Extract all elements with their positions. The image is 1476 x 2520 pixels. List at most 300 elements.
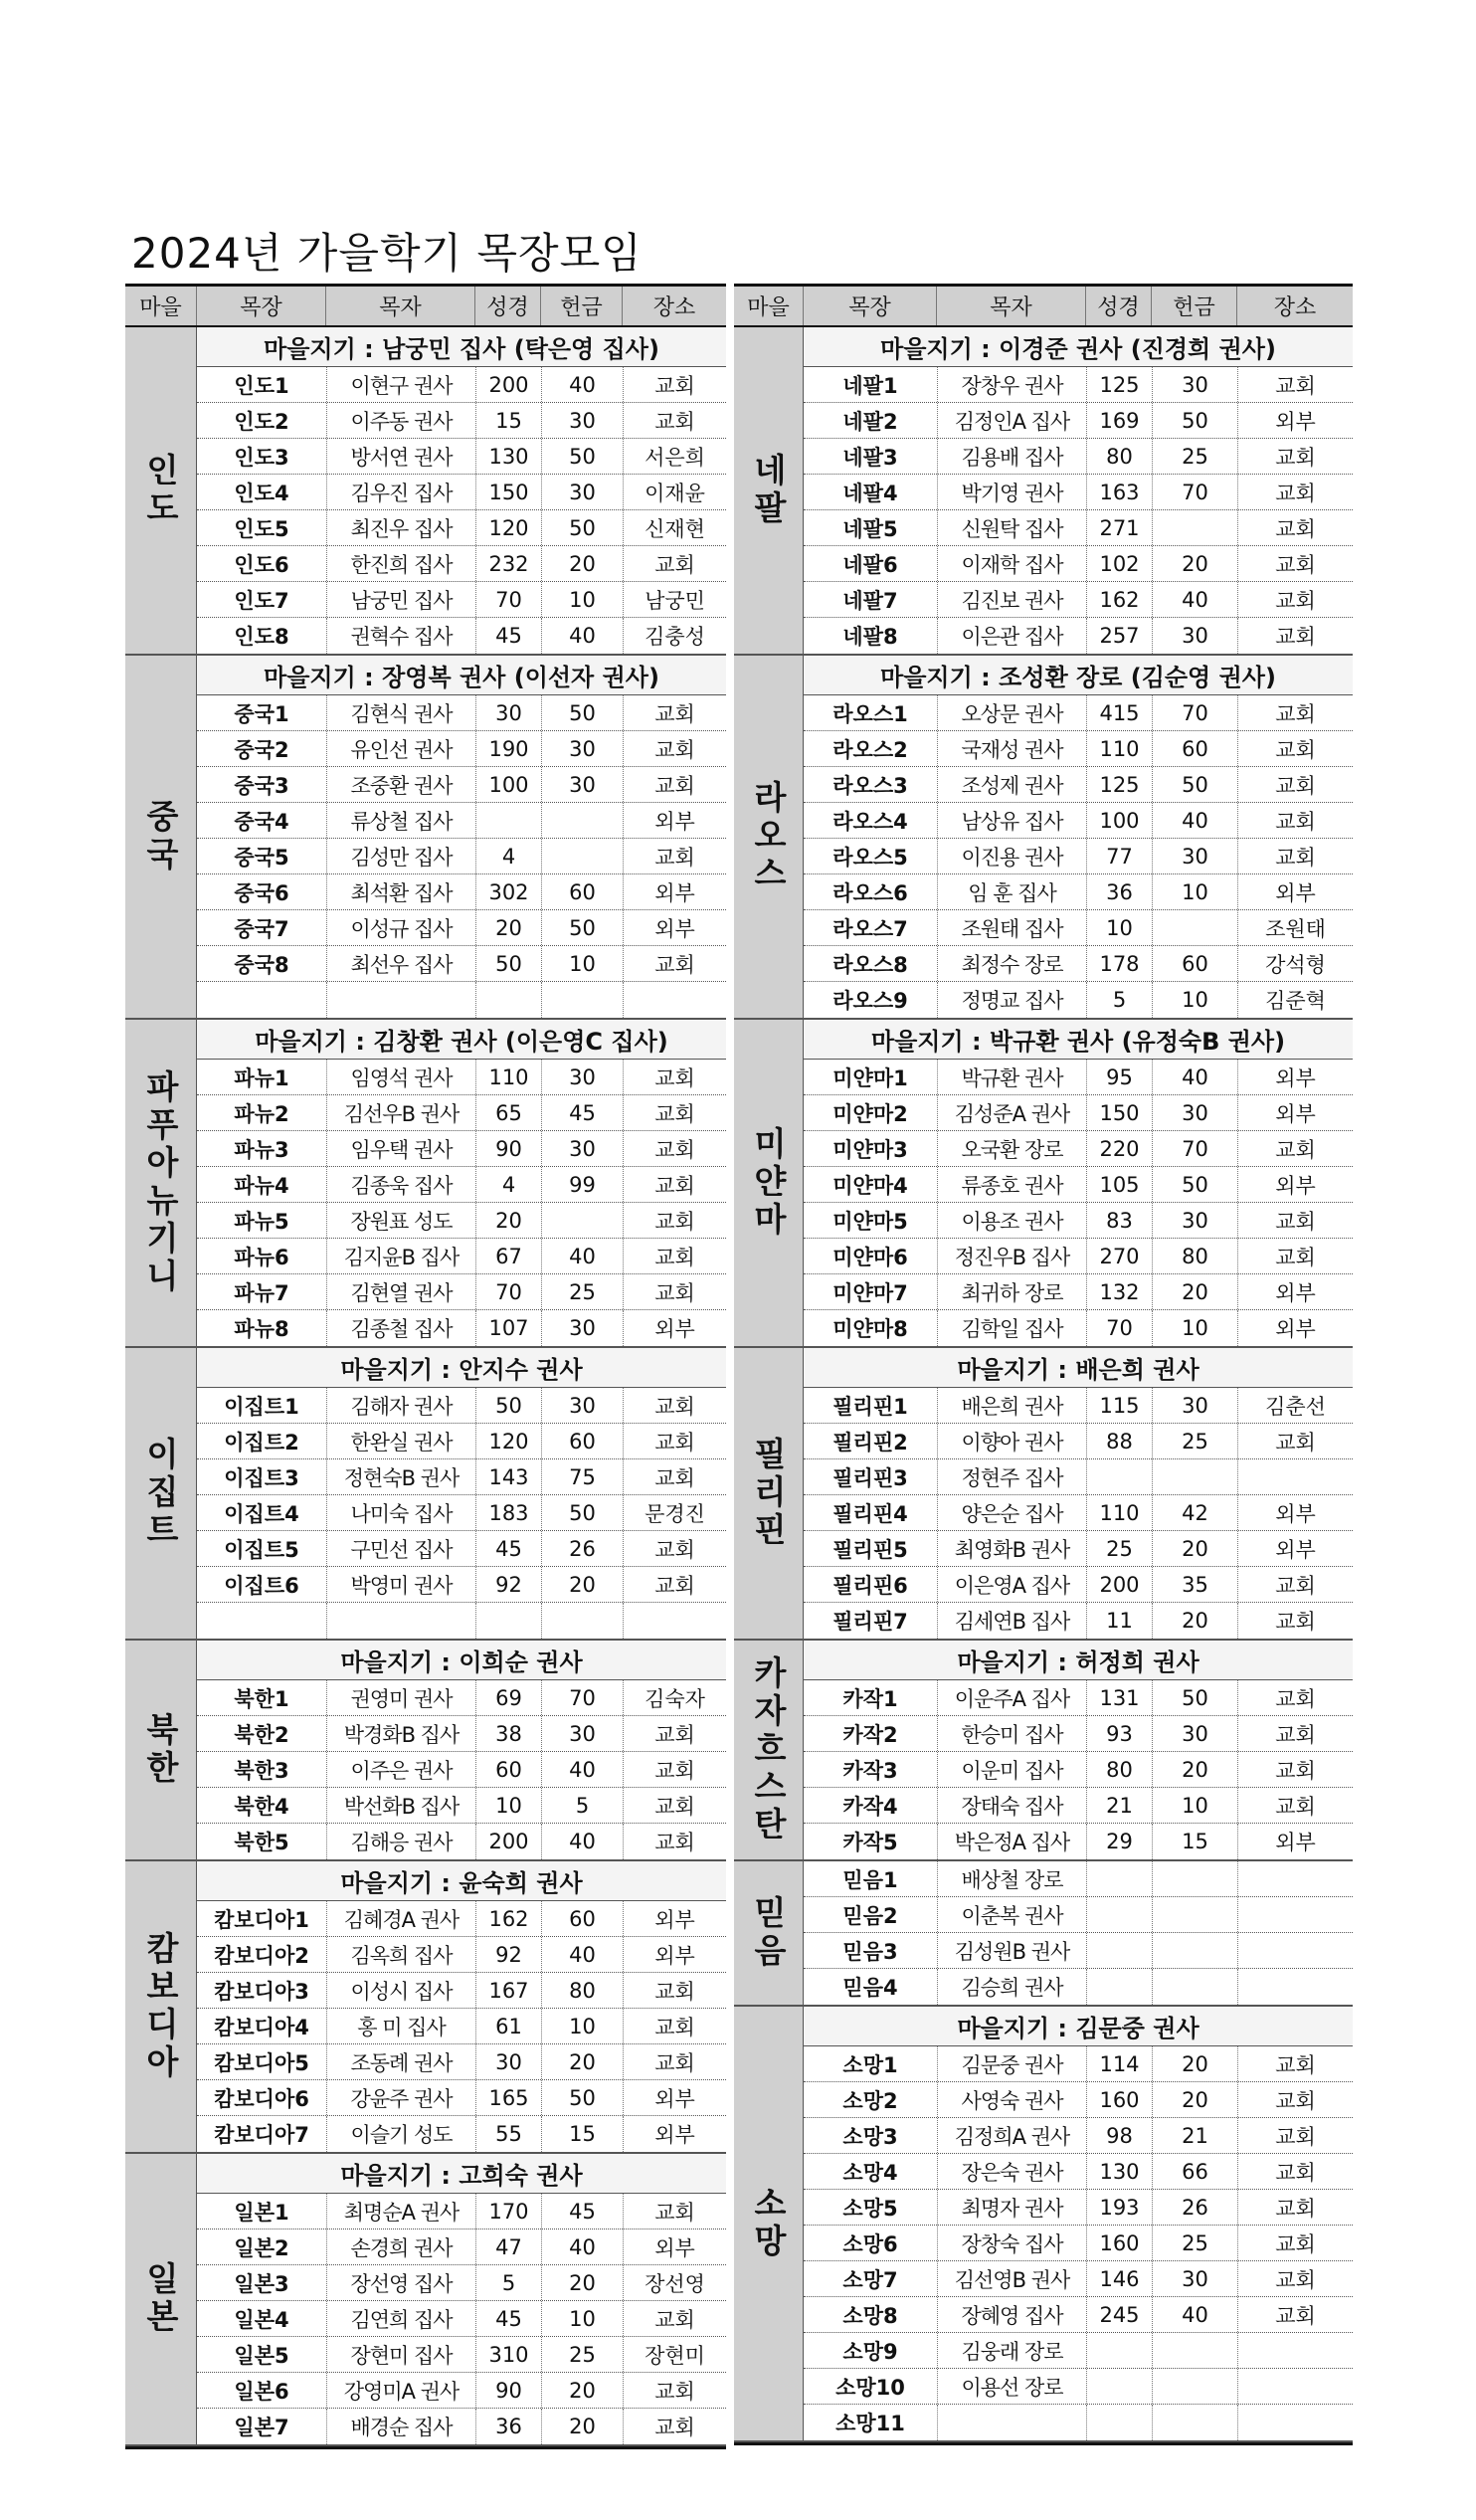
offering-cell (1152, 2369, 1237, 2404)
mokja-cell: 정현숙B 권사 (326, 1459, 475, 1494)
mokjang-cell: 믿음1 (842, 1867, 898, 1892)
table-row (197, 874, 726, 910)
offering-cell: 20 (1152, 546, 1237, 581)
table-row (197, 1973, 726, 2009)
mokjang-cell: 파뉴7 (234, 1280, 289, 1305)
mokja-cell (326, 1603, 475, 1639)
bible-count-cell: 25 (1086, 1531, 1152, 1566)
mokja-cell: 김정인A 집사 (937, 403, 1086, 438)
place-cell: 교회 (1237, 367, 1353, 402)
table-row (197, 1310, 726, 1346)
mokja-cell: 배은희 권사 (937, 1388, 1086, 1423)
mokja-cell: 김종욱 집사 (326, 1167, 475, 1202)
table-row (197, 982, 726, 1018)
mokja-cell: 이주동 권사 (326, 403, 475, 438)
offering-cell: 10 (1152, 1310, 1237, 1346)
table-row (197, 910, 726, 946)
bible-count-cell (1086, 1459, 1152, 1494)
mokjang-cell: 네팔8 (842, 625, 898, 649)
mokjang-cell: 인도7 (234, 588, 289, 613)
place-cell: 서은희 (623, 439, 726, 474)
place-cell: 외부 (1237, 1495, 1353, 1530)
mokja-cell: 홍 미 집사 (326, 2009, 475, 2043)
village-block (734, 1348, 1353, 1641)
village-label-cell (734, 2007, 804, 2440)
bible-count-cell: 10 (475, 1788, 541, 1823)
mokja-cell: 최영화B 권사 (937, 1531, 1086, 1566)
bible-count-cell: 169 (1086, 403, 1152, 438)
mokjang-cell: 소망6 (842, 2231, 898, 2256)
village-label-cell (734, 1348, 804, 1639)
table-row (804, 910, 1353, 946)
table-row (197, 1680, 726, 1716)
place-cell: 김춘선 (1237, 1388, 1353, 1423)
mokjang-cell: 파뉴3 (234, 1137, 289, 1162)
village-rows (197, 2154, 726, 2444)
bible-count-cell: 45 (475, 618, 541, 654)
village-rows (804, 2007, 1353, 2440)
mokjang-cell: 중국1 (234, 701, 289, 726)
mokja-cell: 박영미 권사 (326, 1567, 475, 1602)
right-table (734, 284, 1353, 2445)
offering-cell: 30 (541, 1131, 623, 1166)
village-name: 인도 (141, 453, 180, 528)
mokjang-cell: 이집트6 (224, 1573, 299, 1598)
offering-cell: 20 (541, 2409, 623, 2444)
offering-cell: 20 (541, 2044, 623, 2079)
offering-cell: 10 (1152, 1788, 1237, 1823)
mokja-cell: 김세연B 집사 (937, 1603, 1086, 1639)
mokjang-cell: 라오스5 (832, 845, 908, 870)
offering-cell: 30 (1152, 1716, 1237, 1751)
place-cell: 외부 (1237, 403, 1353, 438)
place-cell: 외부 (623, 910, 726, 945)
mokja-cell: 류상철 집사 (326, 803, 475, 838)
place-cell (1237, 1933, 1353, 1968)
village-label-cell (125, 1020, 197, 1346)
mokja-cell: 장선영 집사 (326, 2265, 475, 2300)
mokja-cell: 김문중 권사 (937, 2046, 1086, 2081)
bible-count-cell: 120 (475, 1424, 541, 1458)
table-row (804, 510, 1353, 546)
village-name: 믿음 (749, 1895, 788, 1971)
bible-count-cell: 162 (475, 1901, 541, 1936)
offering-cell: 21 (1152, 2118, 1237, 2153)
table-row (804, 2082, 1353, 2118)
offering-cell: 60 (541, 874, 623, 909)
table-row (197, 2409, 726, 2444)
table-row (197, 1531, 726, 1567)
place-cell: 외부 (623, 1937, 726, 1972)
table-row (197, 1131, 726, 1167)
village-block (734, 1020, 1353, 1348)
bible-count-cell: 150 (1086, 1095, 1152, 1130)
bible-count-cell (1086, 1969, 1152, 2005)
mokja-cell: 최진우 집사 (326, 510, 475, 545)
village-block (125, 327, 726, 656)
offering-cell (1152, 1459, 1237, 1494)
mokjang-cell: 소망4 (842, 2160, 898, 2185)
mokjang-cell: 라오스9 (832, 989, 908, 1013)
mokja-cell: 조동례 권사 (326, 2044, 475, 2079)
mokjang-cell: 소망11 (835, 2412, 905, 2435)
table-row (197, 1388, 726, 1424)
bible-count-cell: 193 (1086, 2190, 1152, 2225)
mokjang-cell: 캄보디아3 (214, 1979, 309, 2004)
offering-cell: 50 (541, 695, 623, 730)
bible-count-cell: 178 (1086, 946, 1152, 981)
offering-cell: 20 (1152, 2046, 1237, 2081)
table-row (804, 1603, 1353, 1639)
offering-cell: 30 (541, 767, 623, 802)
table-row (197, 2044, 726, 2080)
mokjang-cell: 이집트1 (224, 1394, 299, 1419)
offering-cell (541, 1603, 623, 1639)
mokja-cell: 손경희 권사 (326, 2229, 475, 2264)
place-cell: 교회 (623, 2194, 726, 2229)
offering-cell: 20 (541, 2373, 623, 2408)
mokja-cell (937, 2405, 1086, 2440)
place-cell: 교회 (1237, 803, 1353, 838)
bible-count-cell: 36 (475, 2409, 541, 2444)
village-leader: 마을지기 : 윤숙희 권사 (197, 1861, 726, 1901)
place-cell: 교회 (623, 546, 726, 581)
bible-count-cell (1086, 2369, 1152, 2404)
village-name: 카자흐스탄 (749, 1655, 788, 1844)
offering-cell: 15 (541, 2116, 623, 2152)
place-cell: 교회 (623, 1531, 726, 1566)
mokja-cell: 남궁민 집사 (326, 582, 475, 617)
place-cell: 교회 (1237, 2261, 1353, 2296)
mokja-cell: 조성제 권사 (937, 767, 1086, 802)
place-cell: 교회 (623, 1388, 726, 1423)
mokja-cell: 김우진 집사 (326, 475, 475, 509)
bible-count-cell: 20 (475, 910, 541, 945)
mokja-cell: 김학일 집사 (937, 1310, 1086, 1346)
offering-cell: 50 (541, 2080, 623, 2115)
offering-cell (541, 839, 623, 873)
mokja-cell: 박은정A 집사 (937, 1824, 1086, 1859)
table-row (197, 582, 726, 618)
mokja-cell: 이은영A 집사 (937, 1567, 1086, 1602)
village-rows (804, 327, 1353, 654)
table-row (197, 1060, 726, 1095)
place-cell: 교회 (1237, 475, 1353, 509)
table-row (804, 1203, 1353, 1239)
mokja-cell: 류종호 권사 (937, 1167, 1086, 1202)
mokjang-cell: 필리핀5 (832, 1537, 908, 1562)
offering-cell: 10 (541, 582, 623, 617)
place-cell: 교회 (1237, 2154, 1353, 2189)
offering-cell: 20 (1152, 1752, 1237, 1787)
table-row (804, 582, 1353, 618)
mokja-cell: 이현구 권사 (326, 367, 475, 402)
mokja-cell: 이향아 권사 (937, 1424, 1086, 1458)
table-row (197, 1937, 726, 1973)
bible-count-cell: 47 (475, 2229, 541, 2264)
village-label-cell (125, 327, 197, 654)
place-cell: 강석형 (1237, 946, 1353, 981)
bible-count-cell: 200 (1086, 1567, 1152, 1602)
village-name: 캄보디아 (141, 1931, 180, 2082)
table-row (804, 1567, 1353, 1603)
table-row (804, 1788, 1353, 1824)
mokjang-cell: 인도2 (234, 409, 289, 434)
mokja-cell: 장태숙 집사 (937, 1788, 1086, 1823)
mokjang-cell: 캄보디아2 (214, 1943, 309, 1968)
mokjang-cell: 북한2 (234, 1722, 289, 1747)
bible-count-cell: 150 (475, 475, 541, 509)
bible-count-cell: 30 (475, 2044, 541, 2079)
mokja-cell: 정명교 집사 (937, 982, 1086, 1018)
mokjang-cell: 라오스6 (832, 880, 908, 905)
table-row (197, 2080, 726, 2116)
mokja-cell: 배상철 장로 (937, 1861, 1086, 1896)
bible-count-cell: 69 (475, 1680, 541, 1715)
table-row (804, 731, 1353, 767)
offering-cell: 25 (1152, 439, 1237, 474)
offering-cell: 30 (1152, 1095, 1237, 1130)
mokja-cell: 이성규 집사 (326, 910, 475, 945)
place-cell: 신재현 (623, 510, 726, 545)
mokja-cell: 정현주 집사 (937, 1459, 1086, 1494)
mokja-cell: 김성준A 권사 (937, 1095, 1086, 1130)
bible-count-cell (1086, 2405, 1152, 2440)
mokjang-cell: 캄보디아7 (214, 2123, 309, 2147)
village-block (125, 1020, 726, 1348)
mokjang-cell: 이집트2 (224, 1430, 299, 1454)
table-row (804, 874, 1353, 910)
table-row (197, 1603, 726, 1639)
mokja-cell: 최명순A 권사 (326, 2194, 475, 2229)
table-row (197, 1167, 726, 1203)
place-cell (1237, 1459, 1353, 1494)
village-name: 파푸아뉴기니 (141, 1069, 180, 1296)
mokja-cell: 장창숙 집사 (937, 2226, 1086, 2260)
table-row (804, 1167, 1353, 1203)
bible-count-cell: 130 (1086, 2154, 1152, 2189)
mokjang-cell: 캄보디아6 (214, 2086, 309, 2111)
table-row (804, 1310, 1353, 1346)
bible-count-cell: 50 (475, 946, 541, 981)
mokja-cell: 김혜경A 권사 (326, 1901, 475, 1936)
bible-count-cell: 110 (1086, 731, 1152, 766)
mokjang-cell: 중국7 (234, 916, 289, 941)
mokjang-cell: 소망1 (842, 2052, 898, 2077)
bible-count-cell: 257 (1086, 618, 1152, 654)
offering-cell: 70 (1152, 1131, 1237, 1166)
village-rows (804, 1348, 1353, 1639)
offering-cell: 20 (541, 1567, 623, 1602)
mokjang-cell: 라오스3 (832, 773, 908, 798)
mokjang-cell: 라오스8 (832, 952, 908, 977)
table-row (804, 439, 1353, 475)
mokjang-cell: 미얀마8 (832, 1317, 908, 1341)
place-cell: 교회 (623, 1716, 726, 1751)
village-label-cell (734, 656, 804, 1018)
bible-count-cell: 92 (475, 1567, 541, 1602)
mokjang-cell: 필리핀3 (832, 1465, 908, 1490)
bible-count-cell (1086, 1861, 1152, 1896)
offering-cell: 30 (1152, 839, 1237, 873)
mokja-cell: 강윤주 권사 (326, 2080, 475, 2115)
mokjang-cell: 믿음2 (842, 1903, 898, 1928)
place-cell: 교회 (1237, 767, 1353, 802)
village-leader: 마을지기 : 안지수 권사 (197, 1348, 726, 1388)
table-header (734, 284, 1353, 327)
place-cell (623, 1603, 726, 1639)
offering-cell: 50 (541, 910, 623, 945)
bible-count-cell: 80 (1086, 439, 1152, 474)
place-cell: 교회 (623, 1424, 726, 1458)
place-cell: 외부 (1237, 1095, 1353, 1130)
offering-cell: 66 (1152, 2154, 1237, 2189)
mokja-cell: 조원태 집사 (937, 910, 1086, 945)
mokjang-cell: 미얀마7 (832, 1280, 908, 1305)
offering-cell: 50 (541, 439, 623, 474)
bible-count-cell: 115 (1086, 1388, 1152, 1423)
village-rows (197, 656, 726, 1018)
mokja-cell: 한승미 집사 (937, 1716, 1086, 1751)
village-label-cell (125, 1861, 197, 2152)
place-cell: 교회 (623, 2009, 726, 2043)
place-cell: 교회 (623, 1274, 726, 1309)
mokja-cell: 나미숙 집사 (326, 1495, 475, 1530)
offering-cell: 30 (541, 1310, 623, 1346)
place-cell: 교회 (1237, 1131, 1353, 1166)
village-name: 일본 (141, 2261, 180, 2337)
mokjang-cell: 미얀마2 (832, 1101, 908, 1126)
mokja-cell: 김지윤B 집사 (326, 1239, 475, 1273)
place-cell: 교회 (1237, 1203, 1353, 1238)
place-cell (1237, 1861, 1353, 1896)
offering-cell: 42 (1152, 1495, 1237, 1530)
offering-cell: 40 (541, 1752, 623, 1787)
village-leader: 마을지기 : 박규환 권사 (유정숙B 권사) (804, 1020, 1353, 1060)
village-leader: 마을지기 : 이희순 권사 (197, 1641, 726, 1680)
village-name: 네팔 (749, 453, 788, 528)
mokja-cell: 김해자 권사 (326, 1388, 475, 1423)
place-cell: 교회 (1237, 1567, 1353, 1602)
offering-cell: 26 (541, 1531, 623, 1566)
mokjang-cell: 카작5 (842, 1831, 898, 1854)
mokja-cell: 권혁수 집사 (326, 618, 475, 654)
mokja-cell: 오상문 권사 (937, 695, 1086, 730)
place-cell: 교회 (1237, 1239, 1353, 1273)
table-row (197, 510, 726, 546)
place-cell (623, 982, 726, 1018)
mokjang-cell: 인도4 (234, 481, 289, 505)
offering-cell: 40 (541, 1824, 623, 1859)
offering-cell: 25 (541, 1274, 623, 1309)
mokja-cell: 이용선 장로 (937, 2369, 1086, 2404)
bible-count-cell: 110 (1086, 1495, 1152, 1530)
bible-count-cell (1086, 1933, 1152, 1968)
village-leader: 마을지기 : 김창환 권사 (이은영C 집사) (197, 1020, 726, 1060)
village-label-cell (734, 1020, 804, 1346)
place-cell: 교회 (623, 731, 726, 766)
mokja-cell: 이운미 집사 (937, 1752, 1086, 1787)
offering-cell: 10 (1152, 982, 1237, 1018)
place-cell: 외부 (1237, 1167, 1353, 1202)
village-leader: 마을지기 : 남궁민 집사 (탁은영 집사) (197, 327, 726, 367)
bible-count-cell: 310 (475, 2337, 541, 2372)
bible-count-cell: 36 (1086, 874, 1152, 909)
mokja-cell: 이은관 집사 (937, 618, 1086, 654)
mokjang-cell: 소망7 (842, 2267, 898, 2292)
mokja-cell: 이성시 집사 (326, 1973, 475, 2008)
bible-count-cell: 90 (475, 1131, 541, 1166)
village-label-cell (125, 1348, 197, 1639)
bible-count-cell: 77 (1086, 839, 1152, 873)
mokja-cell: 임 훈 집사 (937, 874, 1086, 909)
bible-count-cell: 146 (1086, 2261, 1152, 2296)
table-row (804, 1060, 1353, 1095)
bible-count-cell: 102 (1086, 546, 1152, 581)
village-leader: 마을지기 : 고희숙 권사 (197, 2154, 726, 2194)
mokjang-cell: 소망2 (842, 2088, 898, 2113)
village-name: 북한 (141, 1712, 180, 1788)
mokja-cell: 최정수 장로 (937, 946, 1086, 981)
table-row (804, 618, 1353, 654)
offering-cell (541, 982, 623, 1018)
bible-count-cell: 70 (475, 582, 541, 617)
bible-count-cell: 4 (475, 1167, 541, 1202)
offering-cell: 40 (1152, 2297, 1237, 2332)
village-leader: 마을지기 : 배은희 권사 (804, 1348, 1353, 1388)
table-row (804, 1969, 1353, 2005)
table-row (804, 403, 1353, 439)
bible-count-cell: 415 (1086, 695, 1152, 730)
village-label-cell (734, 327, 804, 654)
mokjang-cell: 네팔2 (842, 409, 898, 434)
mokja-cell: 이슬기 성도 (326, 2116, 475, 2152)
header-place: 장소 (1273, 295, 1317, 320)
table-row (804, 2297, 1353, 2333)
offering-cell: 50 (1152, 767, 1237, 802)
mokja-cell: 방서연 권사 (326, 439, 475, 474)
header-mokjang: 목장 (197, 287, 326, 325)
place-cell: 교회 (623, 1788, 726, 1823)
place-cell: 교회 (623, 2373, 726, 2408)
mokja-cell: 구민선 집사 (326, 1531, 475, 1566)
bible-count-cell: 55 (475, 2116, 541, 2152)
mokjang-cell: 미얀마1 (832, 1066, 908, 1090)
place-cell: 교회 (623, 1239, 726, 1273)
mokjang-cell: 네팔6 (842, 552, 898, 577)
offering-cell: 40 (541, 618, 623, 654)
table-row (197, 767, 726, 803)
mokja-cell: 김웅래 장로 (937, 2333, 1086, 2368)
place-cell: 외부 (1237, 1310, 1353, 1346)
bible-count-cell: 70 (475, 1274, 541, 1309)
table-row (197, 1239, 726, 1274)
offering-cell: 40 (541, 1239, 623, 1273)
place-cell: 교회 (623, 1131, 726, 1166)
mokja-cell: 이용조 권사 (937, 1203, 1086, 1238)
mokjang-cell: 소망3 (842, 2124, 898, 2149)
mokjang-cell: 믿음3 (842, 1939, 898, 1964)
bible-count-cell: 65 (475, 1095, 541, 1130)
offering-cell: 40 (1152, 582, 1237, 617)
mokja-cell: 김진보 권사 (937, 582, 1086, 617)
bible-count-cell: 61 (475, 2009, 541, 2043)
place-cell: 문경진 (623, 1495, 726, 1530)
mokja-cell: 김용배 집사 (937, 439, 1086, 474)
offering-cell: 20 (1152, 2082, 1237, 2117)
bible-count-cell (1086, 2333, 1152, 2368)
table-row (197, 1274, 726, 1310)
